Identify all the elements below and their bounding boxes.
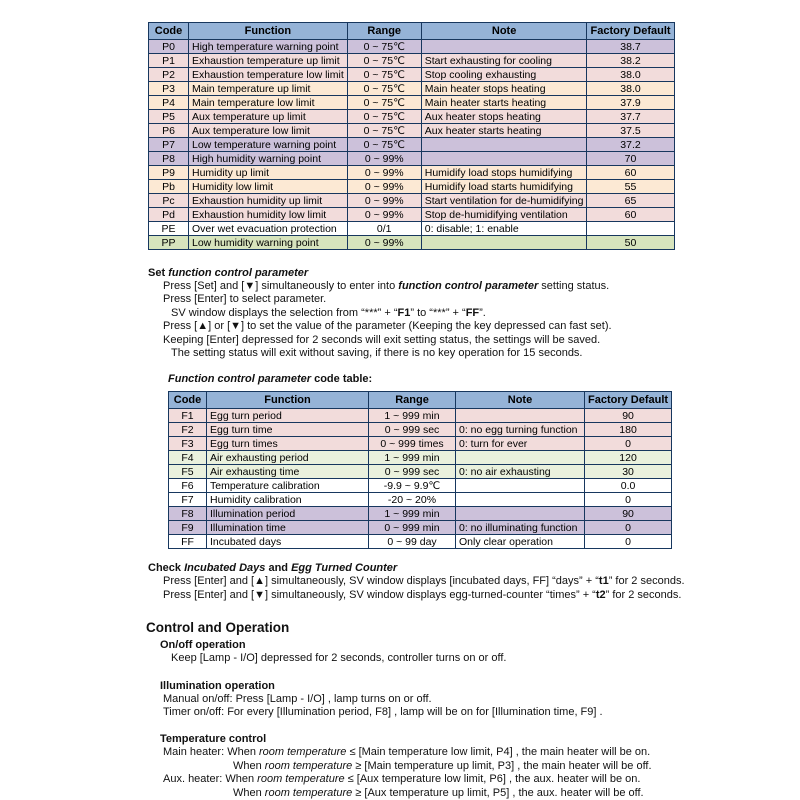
cell-default: 0 bbox=[585, 437, 672, 451]
text-segment: ” to “***” + “ bbox=[410, 306, 466, 319]
cell-function: Egg turn time bbox=[207, 423, 369, 437]
cell-code: FF bbox=[169, 535, 207, 549]
cell-range: -20 ~ 20% bbox=[369, 493, 456, 507]
table-row-F6 bbox=[169, 479, 672, 493]
table-row-P7 bbox=[149, 138, 675, 152]
cell-range: 0 ~ 75℃ bbox=[347, 68, 421, 82]
text-line bbox=[148, 693, 770, 706]
table-row-P0 bbox=[149, 40, 675, 54]
text-line bbox=[148, 652, 770, 665]
check-instruction-lines bbox=[148, 575, 770, 602]
text-line bbox=[148, 773, 770, 786]
cell-function: High temperature warning point bbox=[189, 40, 348, 54]
cell-code: P8 bbox=[149, 152, 189, 166]
cell-default: 180 bbox=[585, 423, 672, 437]
cell-range: 1 ~ 999 min bbox=[369, 409, 456, 423]
onoff-lines bbox=[148, 652, 770, 665]
column-header-default: Factory Default bbox=[585, 392, 672, 409]
cell-function: Exhaustion humidity low limit bbox=[189, 208, 348, 222]
column-header-range: Range bbox=[347, 23, 421, 40]
column-header-function: Function bbox=[207, 392, 369, 409]
column-header-note: Note bbox=[456, 392, 585, 409]
cell-default: 37.2 bbox=[587, 138, 674, 152]
text-segment: room temperature bbox=[257, 773, 345, 786]
cell-range: 0 ~ 99% bbox=[347, 194, 421, 208]
cell-function: Humidity up limit bbox=[189, 166, 348, 180]
illumination-title: Illumination operation bbox=[160, 679, 275, 692]
cell-code: F4 bbox=[169, 451, 207, 465]
cell-default: 37.5 bbox=[587, 124, 674, 138]
column-header-code: Code bbox=[149, 23, 189, 40]
illumination-subsection bbox=[148, 679, 770, 720]
text-segment: t1 bbox=[598, 575, 609, 588]
temperature-subsection bbox=[148, 732, 770, 800]
cell-default: 120 bbox=[585, 451, 672, 465]
column-header-function: Function bbox=[189, 23, 348, 40]
cell-range: 0 ~ 75℃ bbox=[347, 110, 421, 124]
table-row-F4 bbox=[169, 451, 672, 465]
cell-note bbox=[456, 479, 585, 493]
cell-note: Only clear operation bbox=[456, 535, 585, 549]
table-row-Pb bbox=[149, 180, 675, 194]
table-row-P9 bbox=[149, 166, 675, 180]
table-row-P2 bbox=[149, 68, 675, 82]
cell-default: 0 bbox=[585, 521, 672, 535]
cell-note bbox=[421, 40, 587, 54]
cell-default: 38.0 bbox=[587, 68, 674, 82]
cell-range: 0 ~ 999 sec bbox=[369, 465, 456, 479]
cell-function: High humidity warning point bbox=[189, 152, 348, 166]
control-operation-heading: Control and Operation bbox=[146, 620, 290, 636]
text-line bbox=[148, 320, 770, 333]
cell-range: 0 ~ 75℃ bbox=[347, 82, 421, 96]
cell-function: Illumination period bbox=[207, 507, 369, 521]
table-row-FF bbox=[169, 535, 672, 549]
cell-default: 38.0 bbox=[587, 82, 674, 96]
cell-code: F8 bbox=[169, 507, 207, 521]
cell-range: 0 ~ 75℃ bbox=[347, 124, 421, 138]
cell-function: Humidity low limit bbox=[189, 180, 348, 194]
column-header-default: Factory Default bbox=[587, 23, 674, 40]
text-segment: SV window displays the selection from “***” + “ bbox=[171, 306, 398, 319]
cell-range: 0 ~ 99% bbox=[347, 180, 421, 194]
cell-function: Main temperature up limit bbox=[189, 82, 348, 96]
cell-range: -9.9 ~ 9.9℃ bbox=[369, 479, 456, 493]
cell-range: 0 ~ 99% bbox=[347, 208, 421, 222]
cell-code: P4 bbox=[149, 96, 189, 110]
text-segment: When bbox=[233, 759, 265, 772]
cell-range: 0 ~ 75℃ bbox=[347, 40, 421, 54]
text-segment: ≥ [Aux temperature up limit, P5] , the aux. heater will be off. bbox=[352, 786, 644, 799]
cell-range: 1 ~ 999 min bbox=[369, 451, 456, 465]
text-segment: Keeping [Enter] depressed for 2 seconds will exit setting status, the settings will be saved. bbox=[163, 333, 601, 346]
text-segment: Aux. heater: When bbox=[163, 773, 258, 786]
cell-range: 0 ~ 99 day bbox=[369, 535, 456, 549]
text-segment: room temperature bbox=[264, 759, 353, 772]
table-row-P5 bbox=[149, 110, 675, 124]
text-segment: When bbox=[233, 786, 265, 799]
column-header-range: Range bbox=[369, 392, 456, 409]
cell-code: Pb bbox=[149, 180, 189, 194]
temperature-title: Temperature control bbox=[160, 733, 267, 746]
cell-function: Main temperature low limit bbox=[189, 96, 348, 110]
table-row-F3 bbox=[169, 437, 672, 451]
cell-note: Humidify load starts humidifying bbox=[421, 180, 587, 194]
cell-function: Air exhausting period bbox=[207, 451, 369, 465]
table-row-F2 bbox=[169, 423, 672, 437]
table-row-F5 bbox=[169, 465, 672, 479]
cell-default: 50 bbox=[587, 236, 674, 250]
text-segment: t2 bbox=[595, 588, 606, 601]
cell-code: F5 bbox=[169, 465, 207, 479]
cell-function: Low humidity warning point bbox=[189, 236, 348, 250]
function-table-caption bbox=[168, 373, 770, 386]
cell-function: Egg turn times bbox=[207, 437, 369, 451]
cell-code: P3 bbox=[149, 82, 189, 96]
cell-default: 37.9 bbox=[587, 96, 674, 110]
text-segment: Main heater: When bbox=[163, 746, 259, 759]
text-line bbox=[148, 746, 770, 759]
cell-default: 60 bbox=[587, 208, 674, 222]
cell-note: Start exhausting for cooling bbox=[421, 54, 587, 68]
cell-default: 90 bbox=[585, 507, 672, 521]
cell-default bbox=[587, 222, 674, 236]
cell-code: PP bbox=[149, 236, 189, 250]
cell-default: 37.7 bbox=[587, 110, 674, 124]
cell-note: Stop cooling exhausting bbox=[421, 68, 587, 82]
cell-code: F2 bbox=[169, 423, 207, 437]
cell-note: 0: no illuminating function bbox=[456, 521, 585, 535]
table-header-row bbox=[149, 23, 675, 40]
cell-code: F9 bbox=[169, 521, 207, 535]
cell-note: 0: no egg turning function bbox=[456, 423, 585, 437]
text-line bbox=[148, 293, 770, 306]
cell-note: Main heater starts heating bbox=[421, 96, 587, 110]
text-segment: Timer on/off: For every [Illumination period, F8] , lamp will be on for [Illumination time, F9] . bbox=[163, 706, 603, 719]
table-row-P4 bbox=[149, 96, 675, 110]
text-segment: Egg Turned Counter bbox=[291, 562, 398, 575]
cell-range: 0/1 bbox=[347, 222, 421, 236]
cell-default: 0.0 bbox=[585, 479, 672, 493]
cell-default: 55 bbox=[587, 180, 674, 194]
section-heading-check bbox=[148, 561, 770, 575]
text-segment: ≤ [Aux temperature low limit, P6] , the aux. heater will be on. bbox=[344, 773, 641, 786]
cell-range: 0 ~ 999 min bbox=[369, 521, 456, 535]
text-segment: function control parameter bbox=[398, 280, 539, 292]
cell-code: P9 bbox=[149, 166, 189, 180]
text-line bbox=[148, 787, 770, 800]
cell-code: P5 bbox=[149, 110, 189, 124]
text-segment: Check bbox=[148, 562, 185, 575]
set-parameter-section bbox=[148, 266, 770, 386]
text-line bbox=[148, 280, 770, 293]
cell-note: Main heater stops heating bbox=[421, 82, 587, 96]
cell-range: 0 ~ 75℃ bbox=[347, 138, 421, 152]
text-segment: ”. bbox=[479, 306, 486, 319]
cell-range: 0 ~ 99% bbox=[347, 152, 421, 166]
cell-function: Exhaustion humidity up limit bbox=[189, 194, 348, 208]
cell-code: P6 bbox=[149, 124, 189, 138]
cell-range: 0 ~ 75℃ bbox=[347, 54, 421, 68]
column-header-note: Note bbox=[421, 23, 587, 40]
text-segment: Manual on/off: Press [Lamp - I/O] , lamp turns on or off. bbox=[163, 692, 432, 705]
column-header-code: Code bbox=[169, 392, 207, 409]
table-row-F9 bbox=[169, 521, 672, 535]
text-segment: The setting status will exit without saving, if there is no key operation for 15 seconds. bbox=[171, 347, 583, 360]
cell-function: Exhaustion temperature low limit bbox=[189, 68, 348, 82]
text-segment: room temperature bbox=[259, 746, 347, 759]
cell-range: 1 ~ 999 min bbox=[369, 507, 456, 521]
table-row-Pd bbox=[149, 208, 675, 222]
check-counters-section bbox=[148, 561, 770, 602]
table-row-Pc bbox=[149, 194, 675, 208]
text-segment: setting status. bbox=[538, 280, 610, 292]
text-segment: room temperature bbox=[264, 786, 353, 799]
text-segment: Incubated Days bbox=[184, 562, 266, 575]
cell-default: 65 bbox=[587, 194, 674, 208]
cell-code: F1 bbox=[169, 409, 207, 423]
cell-function: Humidity calibration bbox=[207, 493, 369, 507]
cell-note bbox=[456, 493, 585, 507]
cell-function: Over wet evacuation protection bbox=[189, 222, 348, 236]
table-row-F1 bbox=[169, 409, 672, 423]
text-segment: Keep [Lamp - I/O] depressed for 2 seconds, controller turns on or off. bbox=[171, 652, 507, 665]
cell-note: 0: disable; 1: enable bbox=[421, 222, 587, 236]
cell-default: 30 bbox=[585, 465, 672, 479]
text-line bbox=[148, 334, 770, 347]
table-row-PP bbox=[149, 236, 675, 250]
cell-note: 0: turn for ever bbox=[456, 437, 585, 451]
cell-note: Start ventilation for de-humidifying bbox=[421, 194, 587, 208]
cell-note: Aux heater stops heating bbox=[421, 110, 587, 124]
cell-note: Humidify load stops humidifying bbox=[421, 166, 587, 180]
text-line bbox=[148, 575, 770, 588]
table-row-P6 bbox=[149, 124, 675, 138]
text-line bbox=[148, 589, 770, 602]
text-segment: Press [Enter] and [▼] simultaneously, SV window displays egg-turned-counter “times” + “ bbox=[163, 588, 596, 601]
cell-range: 0 ~ 75℃ bbox=[347, 96, 421, 110]
text-segment: F1 bbox=[397, 306, 411, 319]
cell-function: Air exhausting time bbox=[207, 465, 369, 479]
cell-note: Stop de-humidifying ventilation bbox=[421, 208, 587, 222]
cell-code: F7 bbox=[169, 493, 207, 507]
cell-note bbox=[421, 236, 587, 250]
text-line bbox=[148, 760, 770, 773]
table-row-P8 bbox=[149, 152, 675, 166]
cell-note bbox=[456, 451, 585, 465]
cell-code: P2 bbox=[149, 68, 189, 82]
table-row-F7 bbox=[169, 493, 672, 507]
cell-note: 0: no air exhausting bbox=[456, 465, 585, 479]
cell-function: Egg turn period bbox=[207, 409, 369, 423]
cell-code: PE bbox=[149, 222, 189, 236]
cell-note: Aux heater starts heating bbox=[421, 124, 587, 138]
table-row-F8 bbox=[169, 507, 672, 521]
parameter-table bbox=[148, 22, 675, 250]
cell-note bbox=[421, 152, 587, 166]
cell-note bbox=[456, 507, 585, 521]
text-segment: ≥ [Main temperature up limit, P3] , the main heater will be off. bbox=[352, 759, 652, 772]
cell-function: Temperature calibration bbox=[207, 479, 369, 493]
text-segment: and bbox=[265, 562, 292, 575]
text-segment: Function control parameter bbox=[168, 373, 312, 386]
set-instruction-lines bbox=[148, 280, 770, 360]
onoff-subsection bbox=[148, 638, 770, 665]
text-segment: function control parameter bbox=[168, 267, 309, 279]
section-heading-set bbox=[148, 266, 770, 280]
cell-range: 0 ~ 999 sec bbox=[369, 423, 456, 437]
temperature-lines bbox=[148, 746, 770, 800]
text-line bbox=[148, 347, 770, 360]
cell-function: Exhaustion temperature up limit bbox=[189, 54, 348, 68]
cell-code: P1 bbox=[149, 54, 189, 68]
table-row-P3 bbox=[149, 82, 675, 96]
table-row-PE bbox=[149, 222, 675, 236]
text-segment: ” for 2 seconds. bbox=[605, 588, 682, 601]
text-segment: Press [Enter] to select parameter. bbox=[163, 293, 327, 306]
cell-default: 38.7 bbox=[587, 40, 674, 54]
cell-code: F6 bbox=[169, 479, 207, 493]
cell-function: Aux temperature up limit bbox=[189, 110, 348, 124]
cell-default: 0 bbox=[585, 493, 672, 507]
text-segment: code table: bbox=[311, 373, 373, 386]
table-row-P1 bbox=[149, 54, 675, 68]
text-segment: Press [Enter] and [▲] simultaneously, SV window displays [incubated days, FF] “days” + “ bbox=[163, 575, 599, 588]
cell-range: 0 ~ 99% bbox=[347, 236, 421, 250]
cell-code: Pd bbox=[149, 208, 189, 222]
cell-function: Illumination time bbox=[207, 521, 369, 535]
text-segment: ” for 2 seconds. bbox=[608, 575, 685, 588]
table-header-row bbox=[169, 392, 672, 409]
cell-code: P7 bbox=[149, 138, 189, 152]
text-segment: ≤ [Main temperature low limit, P4] , the main heater will be on. bbox=[346, 746, 651, 759]
text-segment: Press [▲] or [▼] to set the value of the parameter (Keeping the key depressed can fast set). bbox=[163, 320, 612, 333]
illumination-lines bbox=[148, 693, 770, 720]
cell-code: F3 bbox=[169, 437, 207, 451]
onoff-title: On/off operation bbox=[160, 639, 246, 652]
cell-code: P0 bbox=[149, 40, 189, 54]
cell-default: 0 bbox=[585, 535, 672, 549]
cell-range: 0 ~ 99% bbox=[347, 166, 421, 180]
cell-note bbox=[456, 409, 585, 423]
cell-default: 60 bbox=[587, 166, 674, 180]
text-line bbox=[148, 706, 770, 719]
cell-default: 90 bbox=[585, 409, 672, 423]
text-segment: Set bbox=[148, 267, 169, 279]
cell-code: Pc bbox=[149, 194, 189, 208]
cell-function: Low temperature warning point bbox=[189, 138, 348, 152]
cell-default: 38.2 bbox=[587, 54, 674, 68]
cell-default: 70 bbox=[587, 152, 674, 166]
cell-note bbox=[421, 138, 587, 152]
cell-range: 0 ~ 999 times bbox=[369, 437, 456, 451]
text-segment: FF bbox=[465, 306, 480, 319]
function-control-table bbox=[168, 391, 672, 549]
cell-function: Aux temperature low limit bbox=[189, 124, 348, 138]
cell-function: Incubated days bbox=[207, 535, 369, 549]
text-segment: Press [Set] and [▼] simultaneously to enter into bbox=[163, 280, 399, 292]
text-line bbox=[148, 307, 770, 320]
